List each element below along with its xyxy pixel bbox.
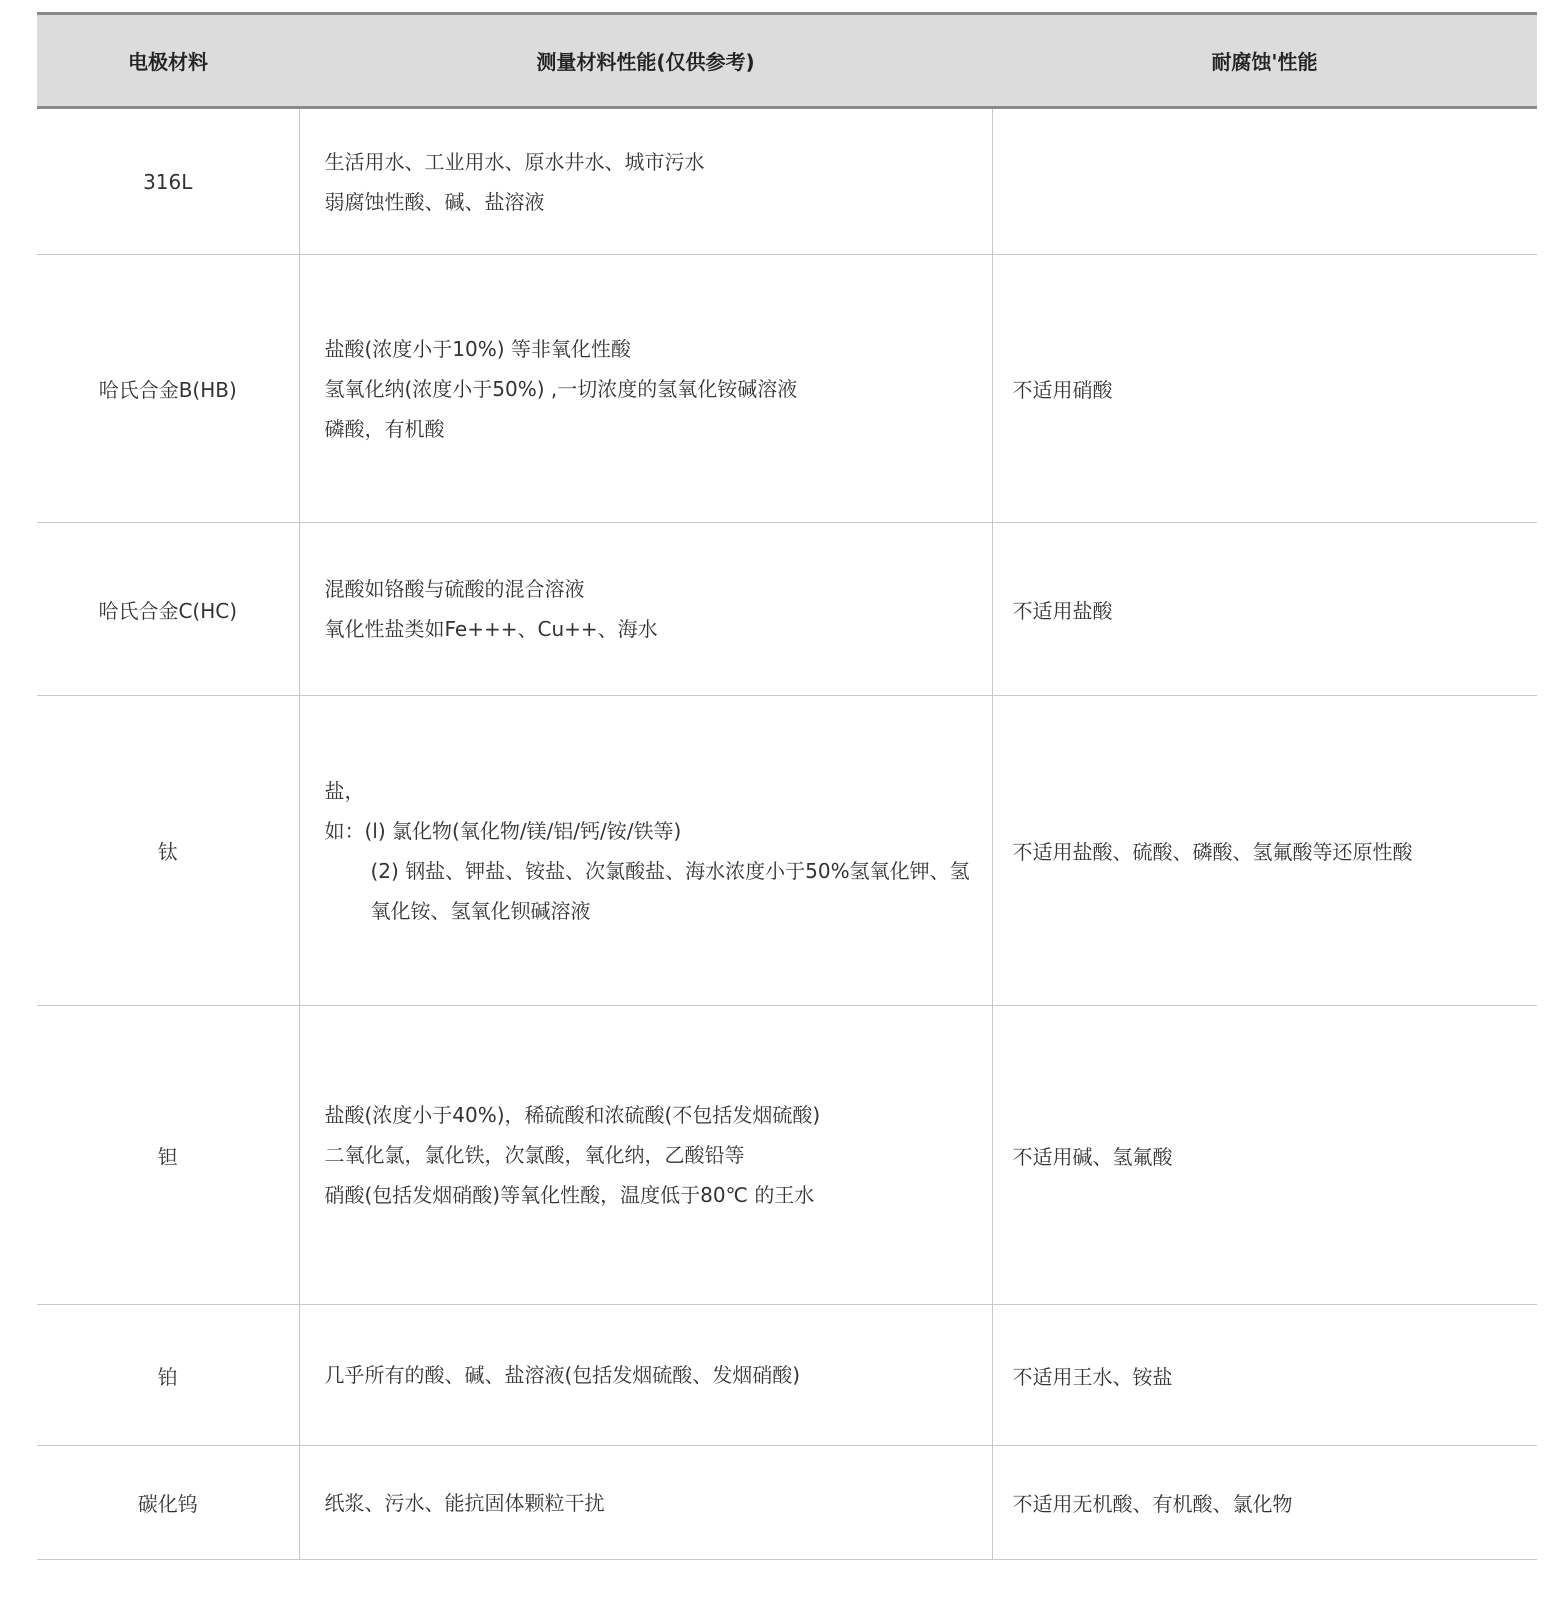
table-row [37, 255, 1537, 523]
material-cell: 钛 [37, 696, 299, 1006]
measure-cell [299, 1305, 992, 1446]
header-corrosion-resistance: 耐腐蚀'性能 [992, 14, 1537, 108]
table-body [37, 108, 1537, 1560]
measure-line: 盐， [324, 778, 365, 803]
table-row [37, 696, 1537, 1006]
corrosion-cell: 不适用盐酸、硫酸、磷酸、氢氟酸等还原性酸 [992, 696, 1537, 1006]
corrosion-cell: 不适用无机酸、有机酸、氯化物 [992, 1446, 1537, 1560]
measure-line: 如：(l) 氯化物(氧化物/镁/铝/钙/铵/铁等) [324, 818, 682, 843]
electrode-material-table-container [37, 12, 1537, 1560]
table-header [37, 14, 1537, 108]
measure-line: 盐酸(浓度小于10%) 等非氧化性酸 [324, 336, 631, 361]
measure-line: 氧化性盐类如Fe+++、Cu++、海水 [324, 617, 658, 641]
header-measured-medium: 测量材料性能(仅供参考) [299, 14, 992, 108]
measure-cell [299, 696, 992, 1006]
material-cell: 铂 [37, 1305, 299, 1446]
table-row [37, 108, 1537, 255]
material-cell: 316L [37, 108, 299, 255]
measure-line: 盐酸(浓度小于40%)，稀硫酸和浓硫酸(不包括发烟硫酸) [324, 1103, 821, 1127]
measure-line: 混酸如铬酸与硫酸的混合溶液 [324, 577, 585, 601]
measure-line: 磷酸，有机酸 [324, 416, 445, 441]
measure-line: (2) 钢盐、钾盐、铵盐、次氯酸盐、海水浓度小于50%氢氧化钾、氢氧化铵、氢氧化钡碱溶液 [370, 858, 970, 923]
measure-line: 纸浆、污水、能抗固体颗粒干扰 [324, 1490, 605, 1515]
corrosion-cell [992, 108, 1537, 255]
measure-line: 几乎所有的酸、碱、盐溶液(包括发烟硫酸、发烟硝酸) [324, 1363, 801, 1387]
material-cell: 碳化钨 [37, 1446, 299, 1560]
material-cell: 哈氏合金B(HB) [37, 255, 299, 523]
material-cell: 哈氏合金C(HC) [37, 523, 299, 696]
corrosion-cell: 不适用碱、氢氟酸 [992, 1006, 1537, 1305]
measure-cell [299, 108, 992, 255]
measure-line: 氢氧化纳(浓度小于50%) ,一切浓度的氢氧化铵碱溶液 [324, 376, 798, 401]
header-electrode-material: 电极材料 [37, 14, 299, 108]
table-row [37, 1305, 1537, 1446]
table-row [37, 523, 1537, 696]
corrosion-cell: 不适用王水、铵盐 [992, 1305, 1537, 1446]
table-row [37, 1446, 1537, 1560]
electrode-material-table [37, 12, 1537, 1560]
corrosion-cell: 不适用盐酸 [992, 523, 1537, 696]
measure-cell [299, 1446, 992, 1560]
material-cell: 钽 [37, 1006, 299, 1305]
measure-line: 生活用水、工业用水、原水井水、城市污水 [324, 149, 705, 174]
measure-line: 硝酸(包括发烟硝酸)等氧化性酸，温度低于80℃ 的王水 [324, 1183, 815, 1207]
corrosion-cell: 不适用硝酸 [992, 255, 1537, 523]
measure-cell [299, 1006, 992, 1305]
measure-line: 二氧化氯，氯化铁，次氯酸，氧化纳，乙酸铅等 [324, 1143, 745, 1167]
measure-cell [299, 255, 992, 523]
table-row [37, 1006, 1537, 1305]
header-row [37, 14, 1537, 108]
measure-line: 弱腐蚀性酸、碱、盐溶液 [324, 189, 545, 214]
measure-cell [299, 523, 992, 696]
